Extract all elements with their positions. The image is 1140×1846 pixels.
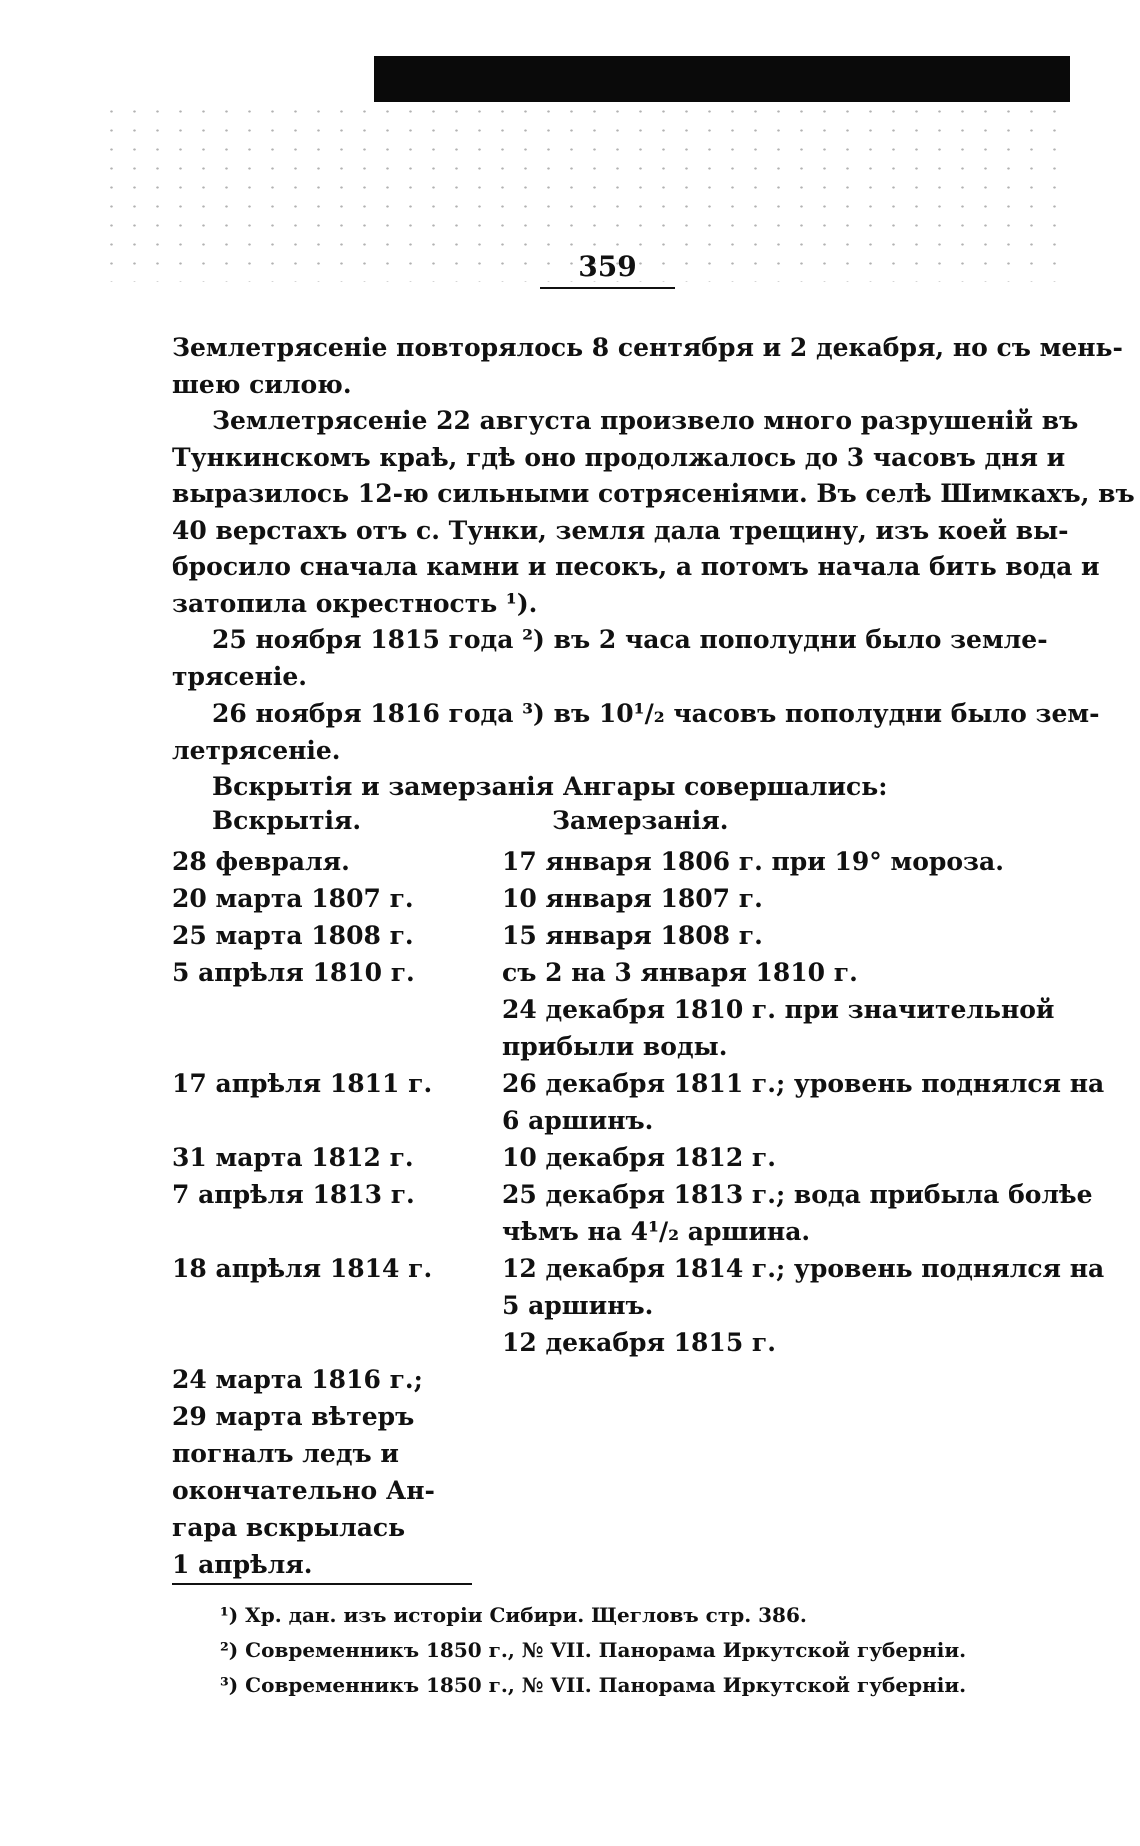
column-header-freeze: Замерзанія. xyxy=(552,806,729,835)
text-line: 26 ноября 1816 года ³) въ 10¹/₂ часовъ пополудни было зем- xyxy=(212,699,1100,728)
opening-date: 29 марта вѣтеръ xyxy=(172,1402,415,1431)
opening-date: 25 марта 1808 г. xyxy=(172,921,414,950)
text-line: выразилось 12-ю сильными сотрясеніями. Въ селѣ Шимкахъ, въ xyxy=(172,479,1135,508)
table-row xyxy=(172,1213,1038,1250)
freezing-date: съ 2 на 3 января 1810 г. xyxy=(502,958,858,987)
paragraph-4 xyxy=(172,696,1100,769)
opening-date: 1 апрѣля. xyxy=(172,1550,313,1579)
text-line: Землетрясеніе 22 августа произвело много разрушеній въ xyxy=(212,406,1079,435)
table-row xyxy=(172,880,1038,917)
text-line: трясеніе. xyxy=(172,661,307,691)
table-row xyxy=(172,1398,1038,1435)
freezing-date: 5 аршинъ. xyxy=(502,1291,654,1320)
table-row xyxy=(172,1361,1038,1398)
opening-date: окончательно Ан- xyxy=(172,1476,435,1505)
footnote-rule xyxy=(172,1583,472,1585)
table-row xyxy=(172,1028,1038,1065)
text-line: 25 ноября 1815 года ²) въ 2 часа пополудни было земле- xyxy=(212,625,1048,654)
text-line: 40 верстахъ отъ с. Тунки, земля дала трещину, изъ коей вы- xyxy=(172,515,1069,545)
freezing-date: 6 аршинъ. xyxy=(502,1106,654,1135)
table-row xyxy=(172,1472,1038,1509)
table-row xyxy=(172,1139,1038,1176)
text-line: Землетрясеніе повторялось 8 сентября и 2 декабря, но съ мень- xyxy=(172,333,1123,362)
table-row xyxy=(172,1435,1038,1472)
table-row xyxy=(172,1102,1038,1139)
text-line: шею силою. xyxy=(172,369,352,399)
freezing-date: 26 декабря 1811 г.; уровень поднялся на xyxy=(502,1069,1105,1098)
freezing-date: 12 декабря 1815 г. xyxy=(502,1328,776,1357)
freezing-date: 10 января 1807 г. xyxy=(502,884,763,913)
paragraph-3 xyxy=(172,622,1048,695)
table-caption: Вскрытія и замерзанія Ангары совершались: xyxy=(212,772,888,801)
freezing-date: 12 декабря 1814 г.; уровень поднялся на xyxy=(502,1254,1105,1283)
page-number: 359 xyxy=(540,250,675,289)
opening-date: погналъ ледъ и xyxy=(172,1439,399,1468)
freezing-date: чѣмъ на 4¹/₂ аршина. xyxy=(502,1217,811,1246)
freezing-date: прибыли воды. xyxy=(502,1032,728,1061)
footnote: ²) Современникъ 1850 г., № VII. Панорама Иркутской губерніи. xyxy=(220,1638,967,1662)
opening-date: 17 апрѣля 1811 г. xyxy=(172,1069,433,1098)
freezing-date: 10 декабря 1812 г. xyxy=(502,1143,776,1172)
freezing-date: 24 декабря 1810 г. при значительной xyxy=(502,995,1055,1024)
footnote: ¹) Хр. дан. изъ исторіи Сибири. Щегловъ стр. 386. xyxy=(220,1603,807,1627)
freezing-date: 17 января 1806 г. при 19° мороза. xyxy=(502,847,1004,876)
footnote: ³) Современникъ 1850 г., № VII. Панорама Иркутской губерніи. xyxy=(220,1673,967,1697)
table-row xyxy=(172,1546,1038,1583)
text-line: летрясеніе. xyxy=(172,735,341,765)
table-row xyxy=(172,917,1038,954)
opening-date: 24 марта 1816 г.; xyxy=(172,1365,423,1394)
column-header-open: Вскрытія. xyxy=(212,806,362,835)
opening-date: 20 марта 1807 г. xyxy=(172,884,414,913)
text-line: Тункинскомъ краѣ, гдѣ оно продолжалось до 3 часовъ дня и xyxy=(172,442,1066,472)
opening-date: 18 апрѣля 1814 г. xyxy=(172,1254,433,1283)
scan-black-bar xyxy=(374,56,1070,102)
paragraph-2 xyxy=(172,403,1135,622)
table-row xyxy=(172,1176,1093,1213)
opening-date: гара вскрылась xyxy=(172,1513,406,1542)
footnotes xyxy=(220,1598,966,1703)
opening-date: 28 февраля. xyxy=(172,847,350,876)
table-row xyxy=(172,1287,1038,1324)
freezing-date: 25 декабря 1813 г.; вода прибыла болѣе xyxy=(502,1180,1093,1209)
text-line: бросило сначала камни и песокъ, а потомъ начала бить вода и xyxy=(172,552,1100,581)
text-line: затопила окрестность ¹). xyxy=(172,588,538,618)
freezing-date: 15 января 1808 г. xyxy=(502,921,763,950)
opening-date: 31 марта 1812 г. xyxy=(172,1143,414,1172)
table-row xyxy=(172,1250,1105,1287)
opening-date: 5 апрѣля 1810 г. xyxy=(172,958,415,987)
table-row xyxy=(172,1509,1038,1546)
table-row xyxy=(172,954,1038,991)
opening-date: 7 апрѣля 1813 г. xyxy=(172,1180,415,1209)
table-row xyxy=(172,843,1038,880)
table-row xyxy=(172,991,1055,1028)
paragraph-1 xyxy=(172,330,1123,403)
table-row xyxy=(172,1324,1038,1361)
table-row xyxy=(172,1065,1105,1102)
